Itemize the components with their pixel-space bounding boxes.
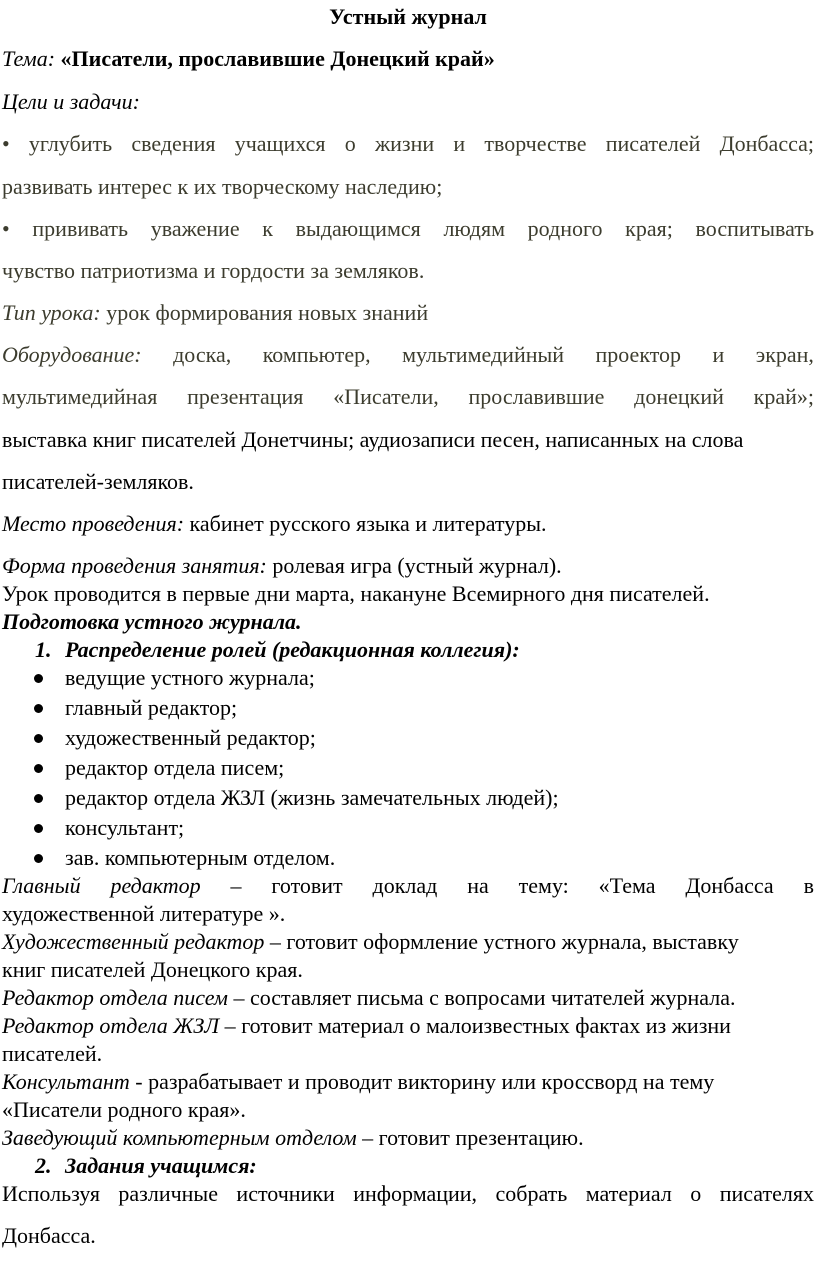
list-item-text: консультант;: [65, 815, 185, 840]
word: экран,: [755, 342, 814, 367]
lesson-type-label: Тип урока:: [2, 300, 101, 325]
art-duty-line-2: книг писателей Донецкого края.: [2, 957, 303, 982]
word: края;: [625, 216, 673, 241]
bullet-icon: [34, 854, 43, 863]
word: воспитывать: [695, 216, 814, 241]
letters-duty-line: [2, 985, 814, 1011]
word: людям: [443, 216, 505, 241]
art-duty-label: Художественный редактор –: [2, 929, 281, 954]
word: Донбасса: [685, 873, 774, 898]
word: уважение: [150, 216, 240, 241]
form-label: Форма проведения занятия:: [2, 553, 267, 578]
word: прославившие: [468, 384, 605, 409]
word: в: [803, 873, 814, 898]
bullet-icon: [34, 704, 43, 713]
topic-label: Тема:: [2, 46, 56, 71]
consultant-duty-line-2: «Писатели родного края».: [2, 1097, 246, 1122]
word: прививать: [32, 216, 129, 241]
letters-duty-label: Редактор отдела писем –: [2, 985, 245, 1010]
word: информации,: [353, 1181, 478, 1206]
bullet-icon: [34, 764, 43, 773]
word: редактор: [110, 873, 201, 898]
equipment-line-3: выставка книг писателей Донетчины; аудиозаписи песен, написанных на слова: [2, 427, 744, 452]
goal-2-line-2: чувство патриотизма и гордости за земляков.: [2, 258, 425, 283]
goals-label: Цели и задачи:: [2, 89, 140, 114]
word: материал: [585, 1181, 672, 1206]
bullet-icon: [34, 824, 43, 833]
section-1-title: Распределение ролей (редакционная коллегия):: [65, 637, 520, 662]
topic-value: «Писатели, прославившие Донецкий край»: [60, 46, 495, 71]
word: Донбасса;: [719, 131, 814, 156]
word: и: [453, 131, 466, 156]
word: «Писатели,: [333, 384, 439, 409]
equipment-line-4: писателей-земляков.: [2, 469, 194, 494]
word: мультимедийный: [402, 342, 565, 367]
word: учащихся: [234, 131, 326, 156]
word: проектор: [595, 342, 682, 367]
place-line: [2, 511, 814, 537]
word: «Тема: [598, 873, 656, 898]
place-value: кабинет русского языка и литературы.: [189, 511, 547, 536]
equipment-label: Оборудование:: [2, 342, 142, 367]
word: •: [2, 131, 10, 156]
consultant-duty-line-1: [2, 1069, 814, 1095]
zhzl-duty-text: готовит материал о малоизвестных фактах из жизни: [235, 1013, 731, 1038]
word: писателей: [605, 131, 701, 156]
list-item-text: главный редактор;: [65, 695, 238, 720]
word: о: [690, 1181, 702, 1206]
word: –: [230, 873, 242, 898]
art-duty-line-1: [2, 929, 814, 955]
list-item-text: редактор отдела писем;: [65, 755, 285, 780]
consultant-duty-text: - разрабатывает и проводит викторину или кроссворд на тему: [129, 1069, 715, 1094]
word: мультимедийная: [2, 384, 158, 409]
word: писателях: [719, 1181, 814, 1206]
section-2-title: Задания учащимся:: [65, 1153, 257, 1178]
word: на: [467, 873, 489, 898]
chief-duty-line-1: [2, 873, 814, 899]
list-item-text: ведущие устного журнала;: [65, 665, 315, 690]
word: источники: [236, 1181, 335, 1206]
prep-heading: Подготовка устного журнала.: [2, 609, 302, 634]
computer-duty-line: [2, 1125, 814, 1151]
word: и: [712, 342, 725, 367]
zhzl-duty-line-2: писателей.: [2, 1041, 103, 1066]
timing-line: Урок проводится в первые дни марта, накануне Всемирного дня писателей.: [2, 581, 710, 606]
art-duty-text: готовит оформление устного журнала, выставку: [280, 929, 739, 954]
document-title: Устный журнал: [329, 4, 487, 29]
zhzl-duty-label: Редактор отдела ЖЗЛ –: [2, 1013, 236, 1038]
form-line: [2, 553, 814, 579]
word: край»;: [753, 384, 814, 409]
computer-duty-label: Заведующий компьютерным отделом –: [2, 1125, 374, 1150]
word: готовит: [271, 873, 343, 898]
word: родного: [527, 216, 603, 241]
form-value: ролевая игра (устный журнал).: [272, 553, 562, 578]
word: о: [344, 131, 356, 156]
list-item-text: зав. компьютерным отделом.: [65, 845, 336, 870]
zhzl-duty-line-1: [2, 1013, 814, 1039]
word: творчестве: [484, 131, 587, 156]
word: различные: [118, 1181, 218, 1206]
bullet-icon: [34, 734, 43, 743]
section-2-number: 2.: [35, 1153, 52, 1178]
bullet-icon: [34, 794, 43, 803]
section-1-number: 1.: [35, 637, 52, 662]
bullet-icon: [34, 674, 43, 683]
equipment-line-2: [2, 384, 814, 410]
lesson-type-value: урок формирования новых знаний: [106, 300, 429, 325]
goal-1-line-2: развивать интерес к их творческому наследию;: [2, 174, 443, 199]
topic-line: [2, 46, 814, 72]
list-item-text: редактор отдела ЖЗЛ (жизнь замечательных людей);: [65, 785, 559, 810]
word: жизни: [374, 131, 435, 156]
lesson-type-line: [2, 300, 814, 326]
word: сведения: [131, 131, 216, 156]
letters-duty-text: составляет письма с вопросами читателей журнала.: [244, 985, 736, 1010]
word: собрать: [495, 1181, 568, 1206]
word: Используя: [2, 1181, 100, 1206]
word: донецкий: [634, 384, 724, 409]
task-line-2: Донбасса.: [2, 1223, 96, 1248]
word: доклад: [372, 873, 438, 898]
list-item-text: художественный редактор;: [65, 725, 316, 750]
goal-2-line-1: [2, 216, 814, 242]
computer-duty-text: готовит презентацию.: [373, 1125, 584, 1150]
word: презентация: [187, 384, 304, 409]
consultant-duty-label: Консультант: [2, 1069, 130, 1094]
word: углубить: [28, 131, 113, 156]
word: тему:: [518, 873, 569, 898]
word: доска,: [173, 342, 232, 367]
word: •: [2, 216, 10, 241]
equipment-line-1: [2, 342, 814, 368]
task-line-1: [2, 1181, 814, 1207]
word: компьютер,: [262, 342, 371, 367]
word: Главный: [2, 873, 81, 898]
word: выдающимся: [295, 216, 421, 241]
goal-1-line-1: [2, 131, 814, 157]
chief-duty-line-2: художественной литературе ».: [2, 901, 286, 926]
place-label: Место проведения:: [2, 511, 185, 536]
word: к: [262, 216, 273, 241]
